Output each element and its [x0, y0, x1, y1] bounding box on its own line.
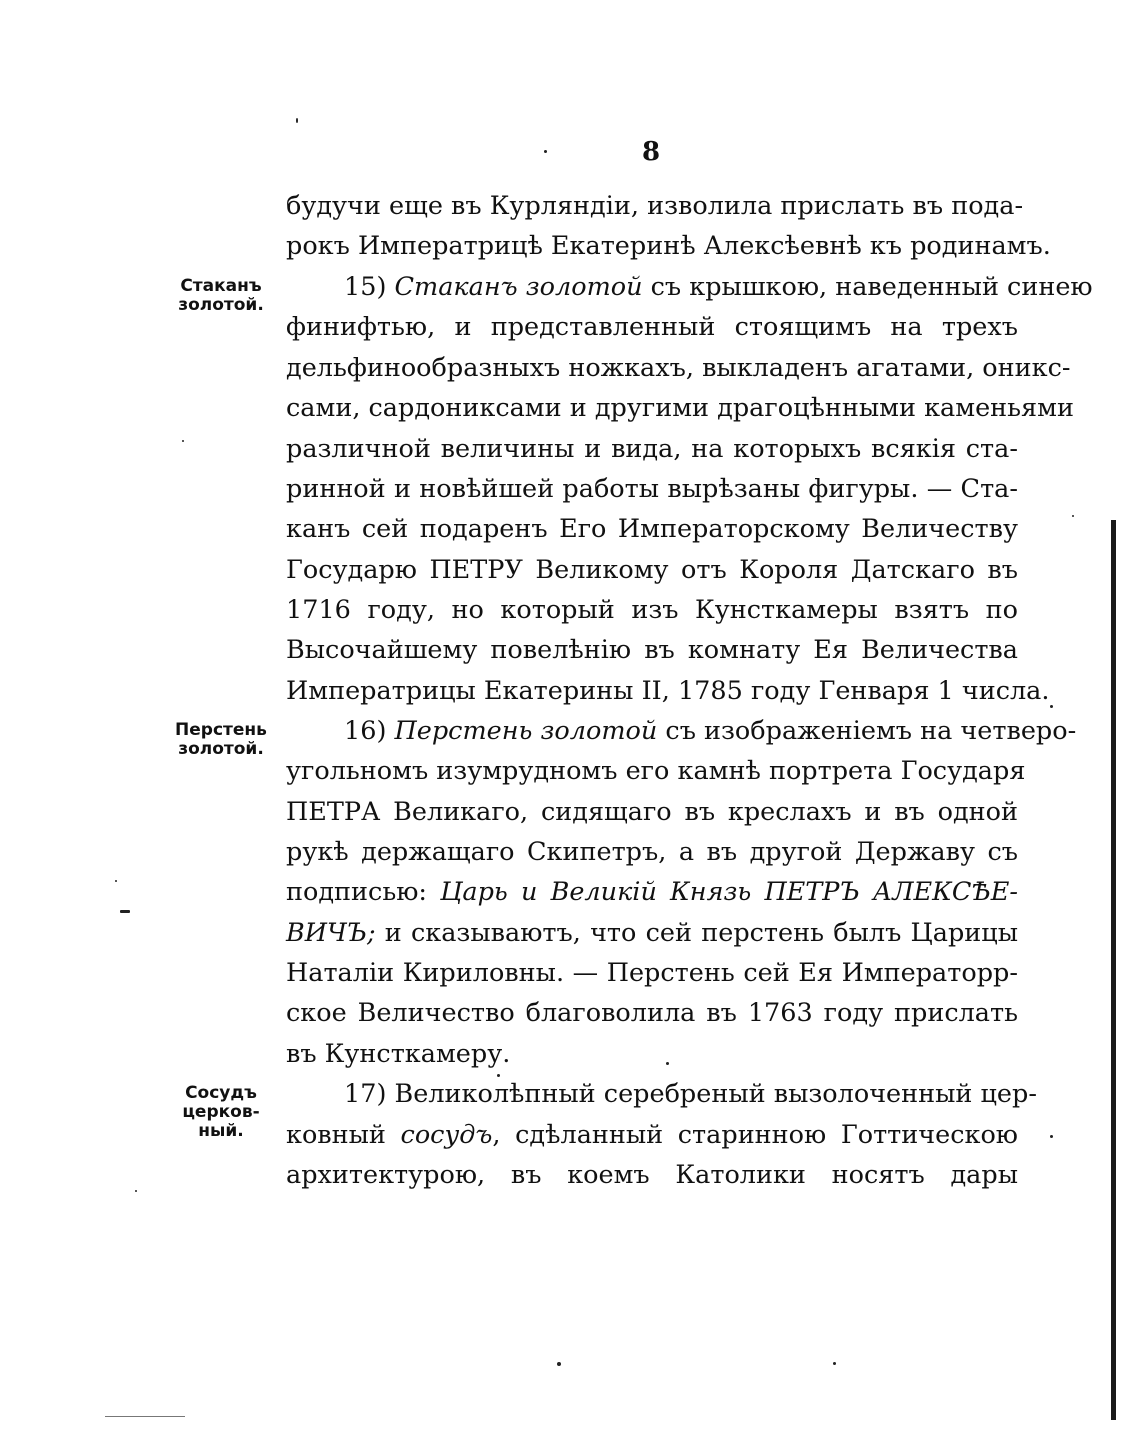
text-line: сами, сардониксами и другими драгоцѣнными каменьями — [286, 393, 1074, 423]
text-run: , сдѣланный старинною Готтическою — [492, 1120, 1019, 1150]
text-line: канъ сей подаренъ Его Императорскому Величеству — [286, 514, 1018, 544]
text-line: ПЕТРА Великаго, сидящаго въ креслахъ и въ одной — [286, 797, 1018, 827]
text-line: рукѣ держащаго Скипетръ, а въ другой Державу съ — [286, 837, 1018, 867]
text-line: въ Кунсткамеру. — [286, 1039, 511, 1069]
text-line: Императрицы Екатерины II, 1785 году Генваря 1 числа. — [286, 676, 1050, 706]
item-title-italic: Перстень золотой — [394, 716, 658, 746]
text-line: дельфинообразныхъ ножкахъ, выкладенъ агатами, оникс- — [286, 353, 1071, 383]
margin-note-vessel: Сосудъ церков- ный. — [182, 1083, 260, 1141]
text-line: Высочайшему повелѣнію въ комнату Ея Величества — [286, 635, 1018, 665]
text-line: будучи еще въ Курляндіи, изволила прислать въ пода- — [286, 191, 1024, 221]
page-number: 8 — [641, 137, 661, 167]
item-number: 16) — [344, 716, 395, 746]
item-title-italic: Стаканъ золотой — [394, 272, 643, 302]
text-line: финифтью, и представленный стоящимъ на трехъ — [286, 312, 1018, 342]
text-line: различной величины и вида, на которыхъ всякія ста- — [286, 434, 1018, 464]
inscription-italic: ВИЧЪ; — [286, 918, 376, 948]
text-line: Наталіи Кириловны. — Перстень сей Ея Императорр- — [286, 958, 1018, 988]
margin-note-ring: Перстень золотой. — [175, 720, 267, 759]
scan-smudge — [105, 1416, 185, 1417]
inscription-italic: Царь и Великій Князь ПЕТРЪ АЛЕКСѢЕ- — [440, 877, 1018, 907]
text-line: 1716 году, но который изъ Кунсткамеры взятъ по — [286, 595, 1018, 625]
text-line — [286, 267, 1093, 307]
text-line — [286, 1115, 1018, 1155]
text-line: рокъ Императрицѣ Екатеринѣ Алексѣевнѣ къ родинамъ. — [286, 231, 1051, 261]
text-line: ское Величество благоволила въ 1763 году прислать — [286, 998, 1018, 1028]
text-line: ринной и новѣйшей работы вырѣзаны фигуры. — Ста- — [286, 474, 1018, 504]
text-run: съ крышкою, наведенный синею — [642, 272, 1093, 302]
text-run: ковный — [286, 1120, 401, 1150]
margin-note-glass: Стаканъ золотой. — [178, 276, 264, 315]
text-line: архитектурою, въ коемъ Католики носятъ дары — [286, 1160, 1018, 1190]
text-line: 17) Великолѣпный серебреный вызолоченный цер- — [344, 1079, 1037, 1109]
item-title-italic: сосудъ — [400, 1120, 493, 1150]
text-run: подписью: — [286, 877, 441, 907]
scan-edge-shadow — [1111, 520, 1116, 1420]
text-run: съ изображеніемъ на четверо- — [657, 716, 1077, 746]
text-run: и сказываютъ, что сей перстень былъ Царицы — [375, 918, 1018, 948]
text-line: Государю ПЕТРУ Великому отъ Короля Датскаго въ — [286, 555, 1018, 585]
text-line — [286, 872, 1018, 912]
item-number: 15) — [344, 272, 395, 302]
text-line — [286, 913, 1018, 953]
text-line: угольномъ изумрудномъ его камнѣ портрета Государя — [286, 756, 1026, 786]
text-line — [286, 711, 1077, 751]
